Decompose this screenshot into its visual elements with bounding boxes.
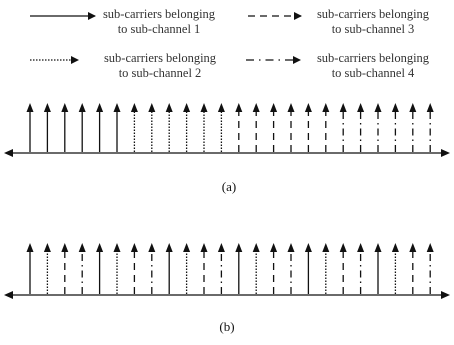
subcarrier-arrow-dashed xyxy=(409,243,416,294)
subcarrier-arrow-dashdot xyxy=(427,243,434,294)
subcarrier-arrow-dotted xyxy=(44,243,51,294)
subcarrier-arrow-dashed xyxy=(270,243,277,294)
figure-a xyxy=(4,103,450,194)
subcarrier-arrow-dotted xyxy=(114,243,121,294)
subcarrier-arrow-dashdot xyxy=(392,103,399,152)
subcarrier-arrow-solid xyxy=(305,243,312,294)
subcarrier-arrow-dashed xyxy=(305,103,312,152)
legend-line1: sub-carriers belonging xyxy=(316,51,430,65)
legend xyxy=(30,7,430,80)
frequency-axis-a xyxy=(4,149,450,157)
subcarrier-arrow-dashed xyxy=(322,103,329,152)
figure-b-arrows xyxy=(27,243,434,294)
subcarrier-arrow-solid xyxy=(27,103,34,152)
subcarrier-arrow-solid xyxy=(96,103,103,152)
subcarrier-arrow-dashdot xyxy=(427,103,434,152)
legend-line2: to sub-channel 3 xyxy=(331,22,415,36)
subcarrier-arrow-dashed xyxy=(131,243,138,294)
legend-item-subchannel-3 xyxy=(248,7,430,36)
subcarrier-arrow-dotted xyxy=(322,243,329,294)
subcarrier-arrow-dashdot xyxy=(409,103,416,152)
subcarrier-arrow-dashed xyxy=(253,103,260,152)
subcarrier-arrow-dashdot xyxy=(357,103,364,152)
figure-a-arrows xyxy=(27,103,434,152)
frequency-axis-b xyxy=(4,291,450,299)
legend-line1: sub-carriers belonging xyxy=(316,7,430,21)
subcarrier-arrow-dashed xyxy=(270,103,277,152)
legend-item-subchannel-2 xyxy=(30,51,217,80)
legend-line2: to sub-channel 2 xyxy=(118,66,202,80)
subcarrier-arrow-dashed xyxy=(201,243,208,294)
legend-line1: sub-carriers belonging xyxy=(103,51,217,65)
legend-item-subchannel-4 xyxy=(246,51,430,80)
legend-line2: to sub-channel 1 xyxy=(117,22,201,36)
subcarrier-arrow-dotted xyxy=(392,243,399,294)
subcarrier-arrow-solid xyxy=(27,243,34,294)
legend-line1: sub-carriers belonging xyxy=(102,7,216,21)
subcarrier-arrow-dotted xyxy=(131,103,138,152)
subcarrier-arrow-dashed xyxy=(235,103,242,152)
subcarrier-arrow-dashdot xyxy=(288,243,295,294)
subcarrier-arrow-solid xyxy=(235,243,242,294)
subcarrier-arrow-solid xyxy=(96,243,103,294)
figure-b xyxy=(4,243,450,334)
subcarrier-arrow-solid xyxy=(79,103,86,152)
subcarrier-arrow-dashdot xyxy=(148,243,155,294)
subcarrier-arrow-solid xyxy=(61,103,68,152)
subcarrier-arrow-dotted xyxy=(201,103,208,152)
subcarrier-arrow-dotted xyxy=(183,243,190,294)
figure-a-caption: (a) xyxy=(221,179,237,194)
subcarrier-arrow-solid xyxy=(166,243,173,294)
subcarrier-arrow-dashdot xyxy=(79,243,86,294)
subcarrier-arrow-solid xyxy=(44,103,51,152)
subcarrier-arrow-dashed xyxy=(288,103,295,152)
subcarrier-arrow-dashed xyxy=(340,243,347,294)
subcarrier-arrow-dotted xyxy=(148,103,155,152)
subcarrier-arrow-dashed xyxy=(61,243,68,294)
subcarrier-arrow-dotted xyxy=(218,103,225,152)
subcarrier-arrow-dashdot xyxy=(218,243,225,294)
legend-line2: to sub-channel 4 xyxy=(331,66,415,80)
subcarrier-arrow-dotted xyxy=(253,243,260,294)
subcarrier-arrow-dashdot xyxy=(375,103,382,152)
subcarrier-arrow-dashdot xyxy=(340,103,347,152)
subcarrier-arrow-solid xyxy=(114,103,121,152)
subcarrier-arrow-dotted xyxy=(183,103,190,152)
subcarrier-arrow-dotted xyxy=(166,103,173,152)
subcarrier-arrow-dashdot xyxy=(357,243,364,294)
figure-b-caption: (b) xyxy=(219,319,235,334)
subcarrier-arrow-solid xyxy=(375,243,382,294)
legend-item-subchannel-1 xyxy=(30,7,216,36)
